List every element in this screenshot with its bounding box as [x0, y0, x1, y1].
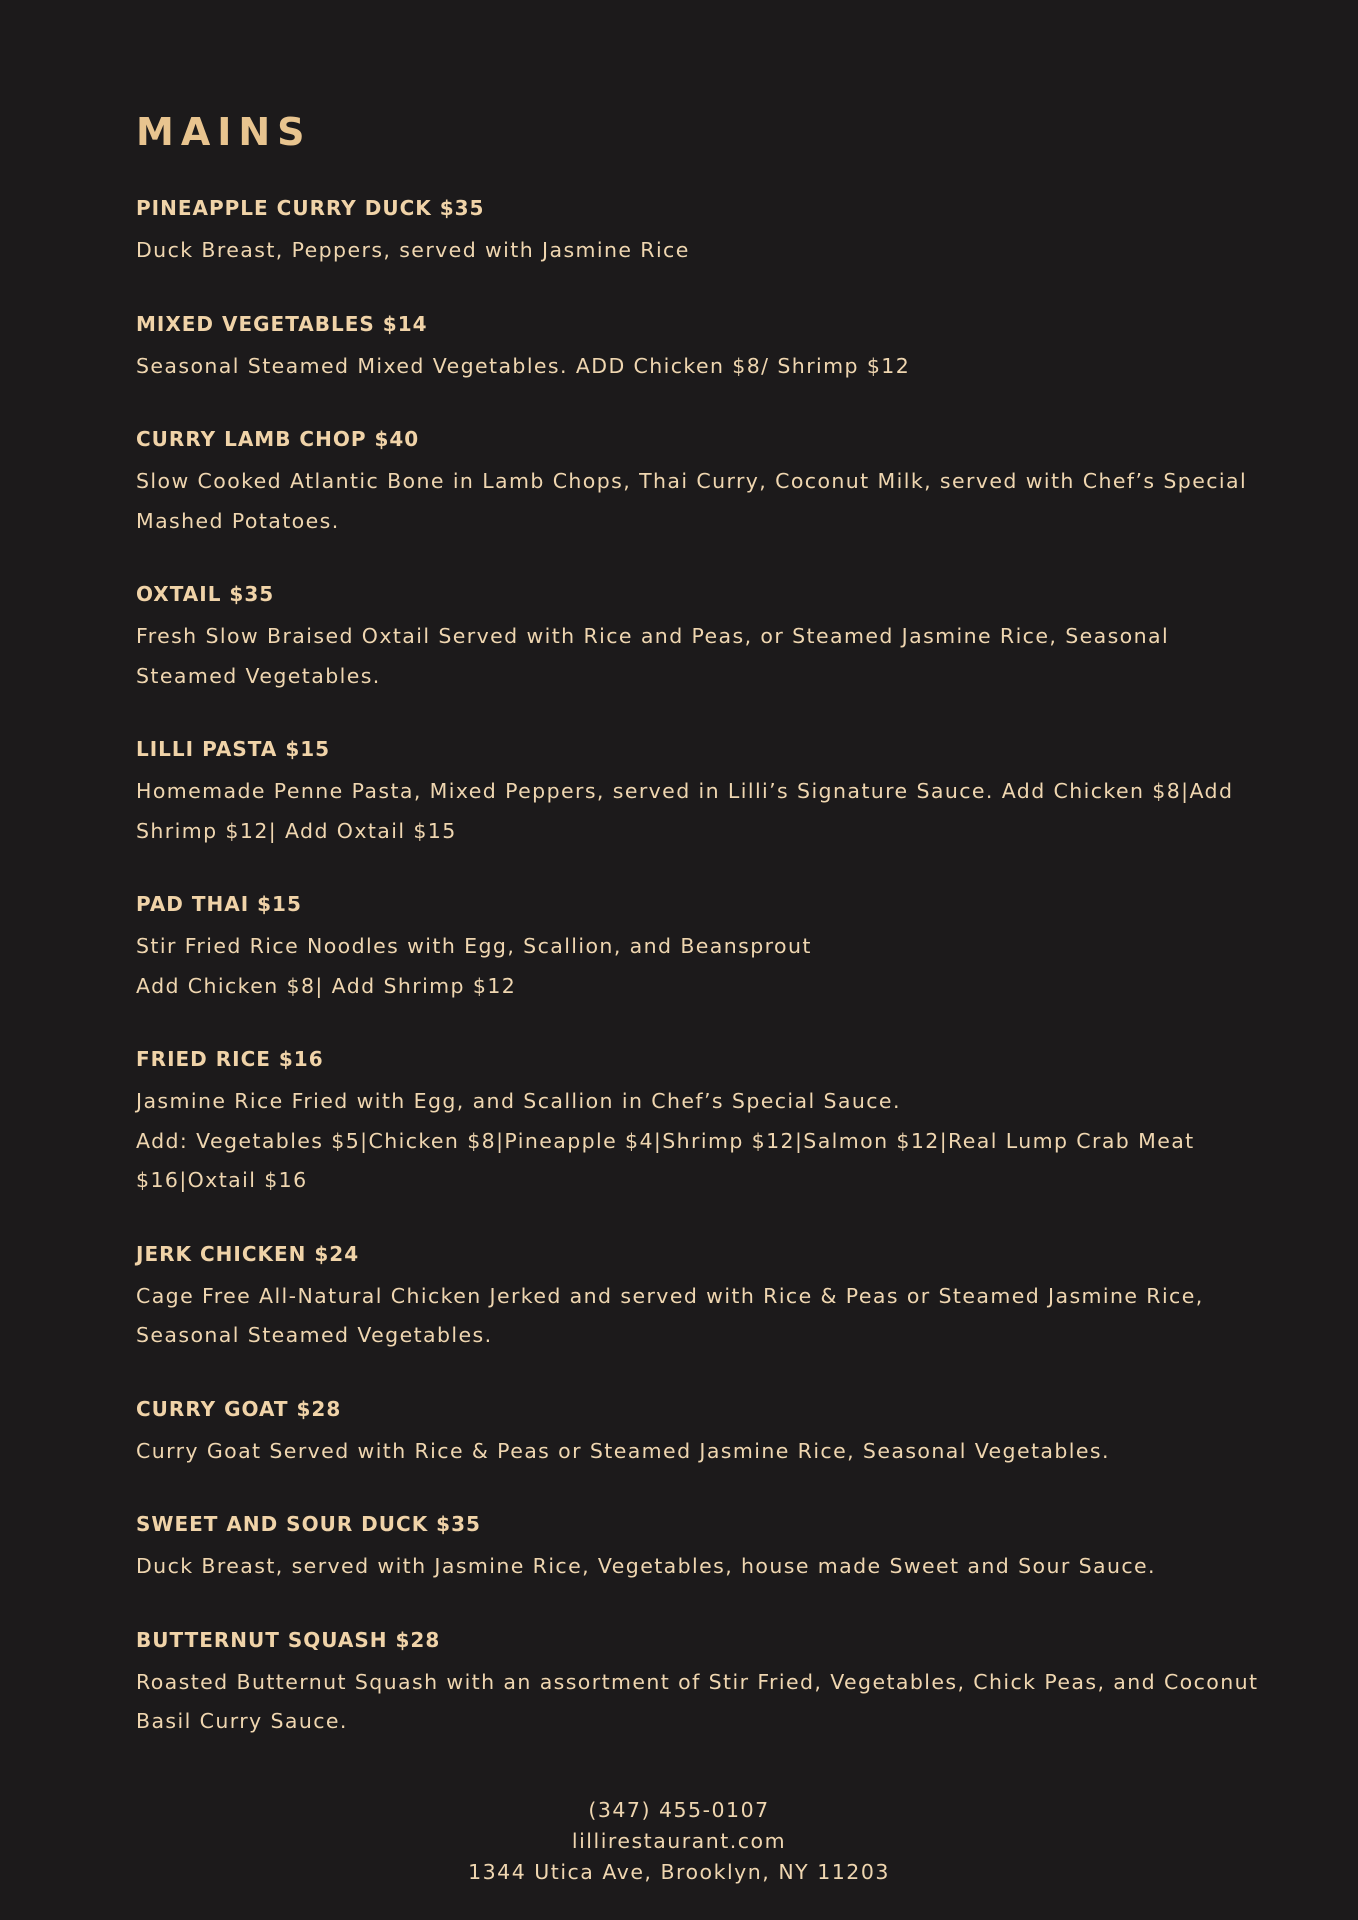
menu-item-name: PINEAPPLE CURRY DUCK $35 — [136, 196, 485, 220]
menu-item-name: SWEET AND SOUR DUCK $35 — [136, 1512, 481, 1536]
menu-item-name: OXTAIL $35 — [136, 582, 275, 606]
menu-item — [136, 1395, 1266, 1472]
menu-item — [136, 310, 1266, 387]
address: 1344 Utica Ave, Brooklyn, NY 11203 — [468, 1860, 890, 1884]
contact-footer — [0, 1795, 1358, 1888]
menu-item-description: Homemade Penne Pasta, Mixed Peppers, served in Lilli’s Signature Sauce. Add Chicken $8|Add Shrimp $12| Add Oxtail $15 — [136, 779, 1234, 843]
menu-item — [136, 194, 1266, 271]
menu-item-description: Curry Goat Served with Rice & Peas or Steamed Jasmine Rice, Seasonal Vegetables. — [136, 1438, 1110, 1463]
menu-item-description: Stir Fried Rice Noodles with Egg, Scallion, and Beansprout Add Chicken $8| Add Shrimp $12 — [136, 934, 812, 998]
menu-item — [136, 735, 1266, 851]
menu-item-description: Cage Free All-Natural Chicken Jerked and served with Rice & Peas or Steamed Jasmine Rice, Seasonal Steamed Vegetables. — [136, 1283, 1204, 1347]
section-title: MAINS — [136, 110, 312, 154]
phone-number: (347) 455-0107 — [588, 1798, 770, 1822]
menu-item-description: Jasmine Rice Fried with Egg, and Scallion in Chef’s Special Sauce. Add: Vegetables $5|Chicken $8|Pineapple $4|Shrimp $12|Salmon $12|Real Lump Crab Meat $16|Oxtail $16 — [136, 1089, 1195, 1192]
website-link[interactable]: lillirestaurant.com — [571, 1829, 787, 1853]
menu-item-name: MIXED VEGETABLES $14 — [136, 311, 428, 336]
menu-item-description: Duck Breast, served with Jasmine Rice, Vegetables, house made Sweet and Sour Sauce. — [136, 1554, 1156, 1578]
menu-item-description: Duck Breast, Peppers, served with Jasmine Rice — [136, 238, 690, 262]
menu-item-description: Fresh Slow Braised Oxtail Served with Rice and Peas, or Steamed Jasmine Rice, Seasonal Steamed Vegetables. — [136, 624, 1170, 688]
menu-item — [136, 1626, 1266, 1742]
menu-item-description: Seasonal Steamed Mixed Vegetables. ADD Chicken $8/ Shrimp $12 — [136, 353, 911, 378]
menu-item-description: Roasted Butternut Squash with an assortment of Stir Fried, Vegetables, Chick Peas, and Coconut Basil Curry Sauce. — [136, 1669, 1259, 1733]
menu-item — [136, 1240, 1266, 1356]
menu-item-description: Slow Cooked Atlantic Bone in Lamb Chops, Thai Curry, Coconut Milk, served with Chef’s Special Mashed Potatoes. — [136, 469, 1248, 533]
menu-item-name: PAD THAI $15 — [136, 892, 302, 916]
menu-section — [136, 108, 1266, 1781]
menu-item — [136, 425, 1266, 541]
menu-item — [136, 890, 1266, 1006]
menu-item — [136, 1045, 1266, 1201]
menu-item-name: LILLI PASTA $15 — [136, 737, 331, 761]
menu-item — [136, 1510, 1266, 1587]
menu-item-name: BUTTERNUT SQUASH $28 — [136, 1627, 441, 1652]
menu-item-name: CURRY GOAT $28 — [136, 1396, 342, 1421]
menu-item — [136, 580, 1266, 696]
menu-item-name: CURRY LAMB CHOP $40 — [136, 427, 420, 451]
menu-item-name: JERK CHICKEN $24 — [136, 1241, 360, 1266]
menu-item-name: FRIED RICE $16 — [136, 1047, 324, 1071]
